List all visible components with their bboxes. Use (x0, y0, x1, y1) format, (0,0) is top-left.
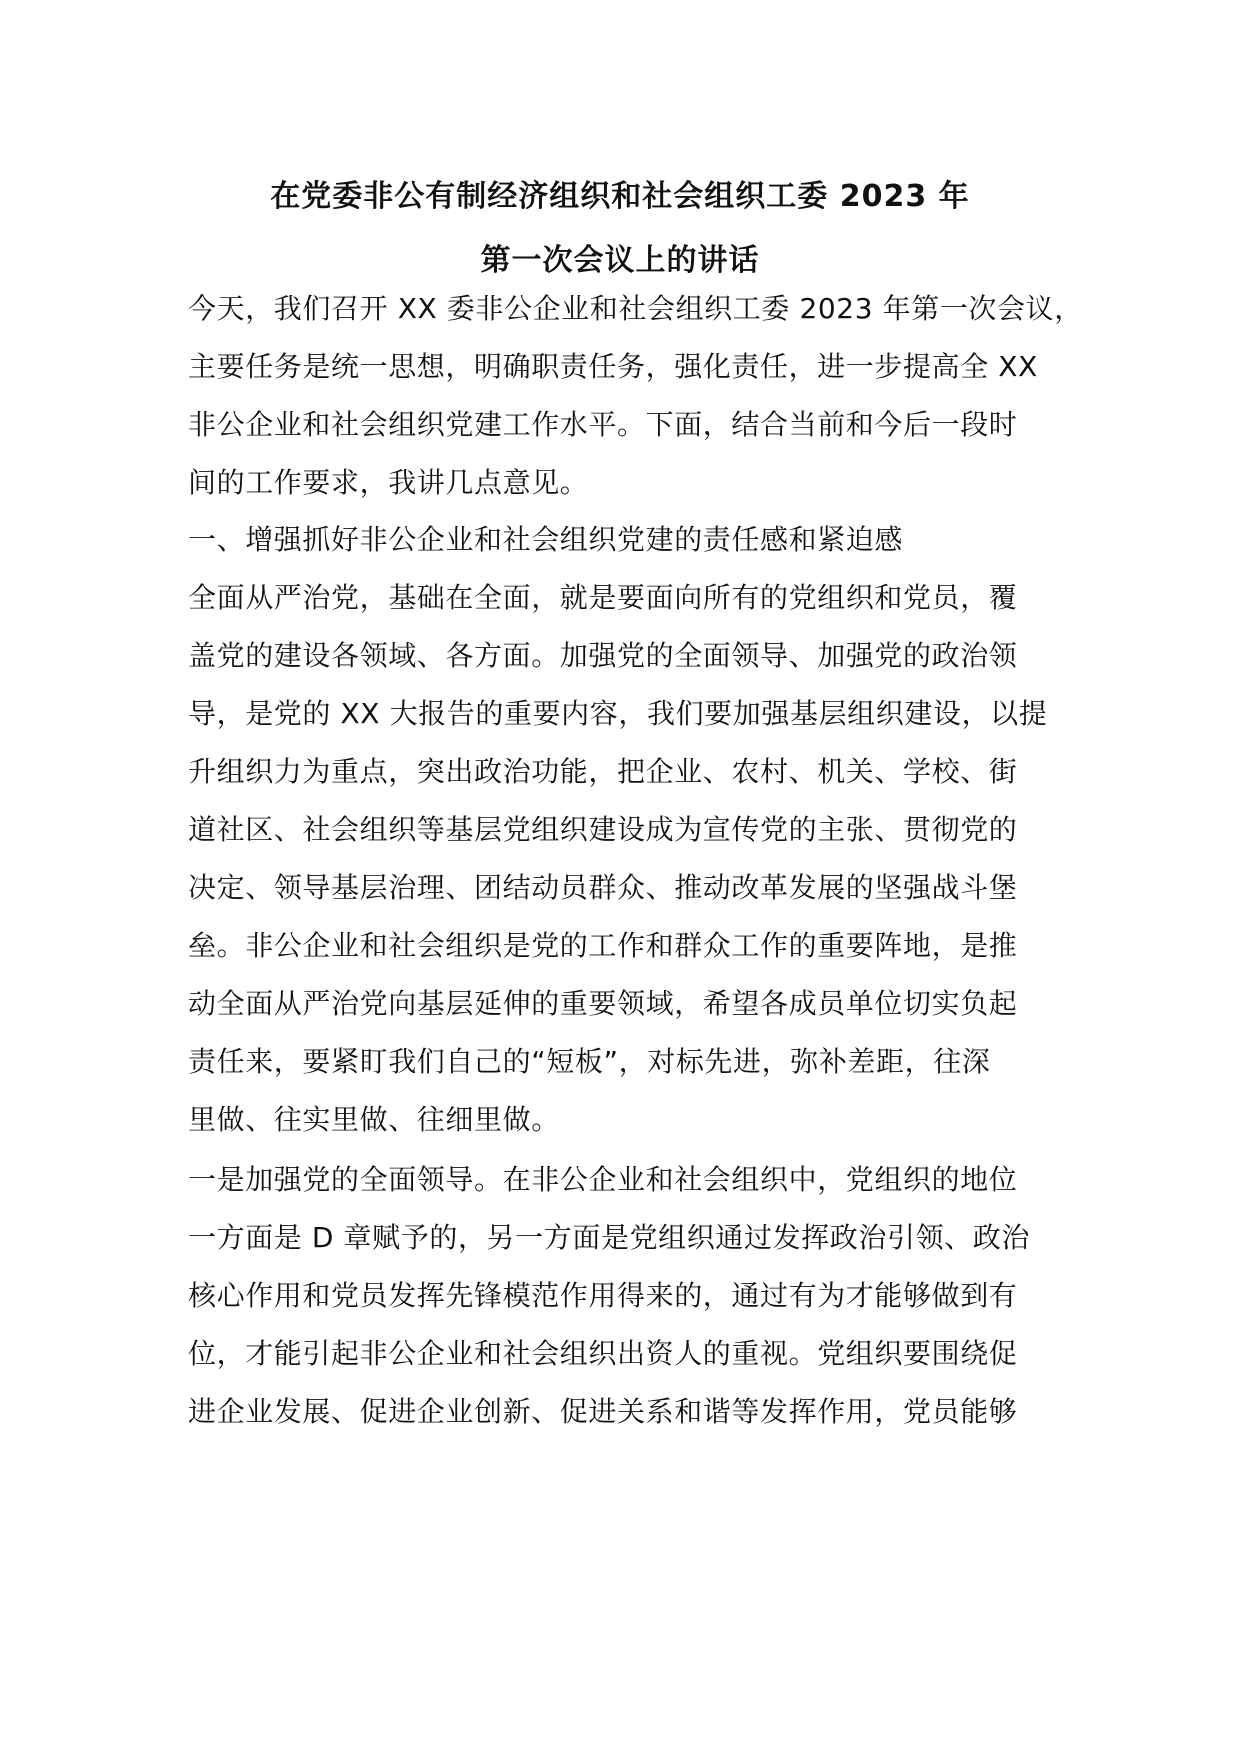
document-title-line-1: 在党委非公有制经济组织和社会组织工委 2023 年 (270, 179, 970, 214)
intro-line: 今天，我们召开 XX 委非公企业和社会组织工委 2023 年第一次会议， (188, 292, 1083, 325)
body-line: 全面从严治党，基础在全面，就是要面向所有的党组织和党员，覆 (188, 581, 1018, 614)
intro-line: 主要任务是统一思想，明确职责任务，强化责任，进一步提高全 XX (188, 350, 1038, 383)
body-line: 动全面从严治党向基层延伸的重要领域，希望各成员单位切实负起 (188, 987, 1018, 1020)
body-line: 位，才能引起非公企业和社会组织出资人的重视。党组织要围绕促 (188, 1337, 1018, 1370)
body-line: 一方面是 D 章赋予的，另一方面是党组织通过发挥政治引领、政治 (188, 1221, 1030, 1254)
intro-line: 非公企业和社会组织党建工作水平。下面，结合当前和今后一段时 (188, 408, 1018, 441)
body-line: 核心作用和党员发挥先锋模范作用得来的，通过有为才能够做到有 (188, 1279, 1018, 1312)
body-line: 一是加强党的全面领导。在非公企业和社会组织中，党组织的地位 (188, 1163, 1018, 1196)
body-line: 决定、领导基层治理、团结动员群众、推动改革发展的坚强战斗堡 (188, 871, 1018, 904)
body-line: 道社区、社会组织等基层党组织建设成为宣传党的主张、贯彻党的 (188, 813, 1018, 846)
body-line: 垒。非公企业和社会组织是党的工作和群众工作的重要阵地，是推 (188, 929, 1018, 962)
body-line: 导，是党的 XX 大报告的重要内容，我们要加强基层组织建设，以提 (188, 697, 1048, 730)
body-line: 盖党的建设各领域、各方面。加强党的全面领导、加强党的政治领 (188, 639, 1018, 672)
body-line: 里做、往实里做、往细里做。 (188, 1103, 560, 1136)
body-line: 责任来，要紧盯我们自己的“短板”，对标先进，弥补差距，往深 (188, 1045, 991, 1078)
section-heading: 一、增强抓好非公企业和社会组织党建的责任感和紧迫感 (188, 523, 904, 556)
body-line: 升组织力为重点，突出政治功能，把企业、农村、机关、学校、街 (188, 755, 1018, 788)
intro-line: 间的工作要求，我讲几点意见。 (188, 466, 589, 499)
document-title-line-2: 第一次会议上的讲话 (480, 243, 760, 278)
body-line: 进企业发展、促进企业创新、促进关系和谐等发挥作用，党员能够 (188, 1395, 1018, 1428)
